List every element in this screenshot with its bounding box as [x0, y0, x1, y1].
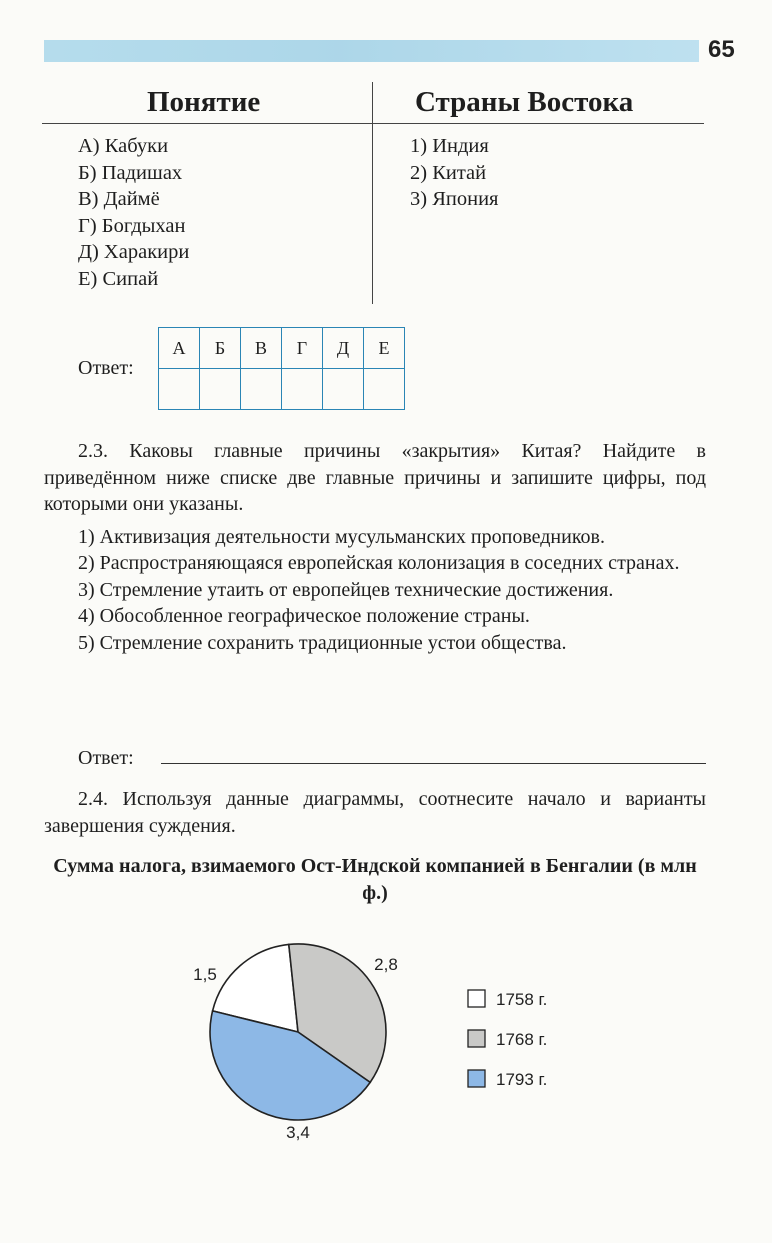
task-option: 4) Обособленное географическое положение страны. — [78, 605, 530, 627]
legend-swatch — [468, 1030, 485, 1047]
list-item: В) Даймё — [78, 188, 160, 211]
pie-value-label: 1,5 — [193, 965, 217, 984]
legend-label: 1793 г. — [496, 1070, 548, 1089]
legend-label: 1758 г. — [496, 990, 548, 1009]
list-item: А) Кабуки — [78, 135, 169, 157]
column-header-countries: Страны Востока — [415, 86, 634, 118]
grid-letter: Д — [323, 328, 364, 369]
pie-value-label: 3,4 — [286, 1123, 310, 1142]
task-option: 1) Активизация деятельности мусульманских проповедников. — [78, 525, 605, 548]
grid-letter: А — [159, 328, 200, 369]
list-item: 2) Китай — [410, 161, 487, 184]
task-option: 3) Стремление утаить от европейцев технические достижения. — [78, 578, 614, 601]
list-item: Б) Падишах — [78, 161, 183, 184]
pie-value-label: 2,8 — [374, 955, 398, 974]
answer-label: Ответ: — [78, 357, 134, 379]
task-option: 2) Распространяющаяся европейская колонизация в соседних странах. — [78, 552, 680, 574]
column-header-concept: Понятие — [147, 86, 261, 118]
list-item: Е) Сипай — [78, 267, 159, 290]
legend-swatch — [468, 990, 485, 1007]
legend-swatch — [468, 1070, 485, 1087]
list-item: Г) Богдыхан — [78, 214, 186, 237]
grid-letter: Г — [282, 328, 323, 369]
grid-letter: Б — [200, 328, 241, 369]
answer-label: Ответ: — [78, 747, 134, 769]
grid-letter: В — [241, 328, 282, 369]
task-option: 5) Стремление сохранить традиционные устои общества. — [78, 631, 567, 654]
legend-label: 1768 г. — [496, 1030, 548, 1049]
task-2-4-intro: 2.4. Используя данные диаграммы, соотнесите начало и варианты завершения суждения. — [44, 788, 706, 837]
grid-letter: Е — [364, 328, 405, 369]
chart-title: Сумма налога, взимаемого Ост-Индской компанией в Бенгалии (в млн ф.) — [53, 855, 697, 904]
list-item: 1) Индия — [410, 135, 489, 157]
list-item: 3) Япония — [410, 188, 499, 211]
task-2-3-intro: 2.3. Каковы главные причины «закрытия» Китая? Найдите в приведённом ниже списке две главные причины и запишите цифры, под которыми они указаны. — [44, 440, 706, 515]
page-number: 65 — [708, 36, 735, 63]
list-item: Д) Харакири — [78, 241, 190, 264]
